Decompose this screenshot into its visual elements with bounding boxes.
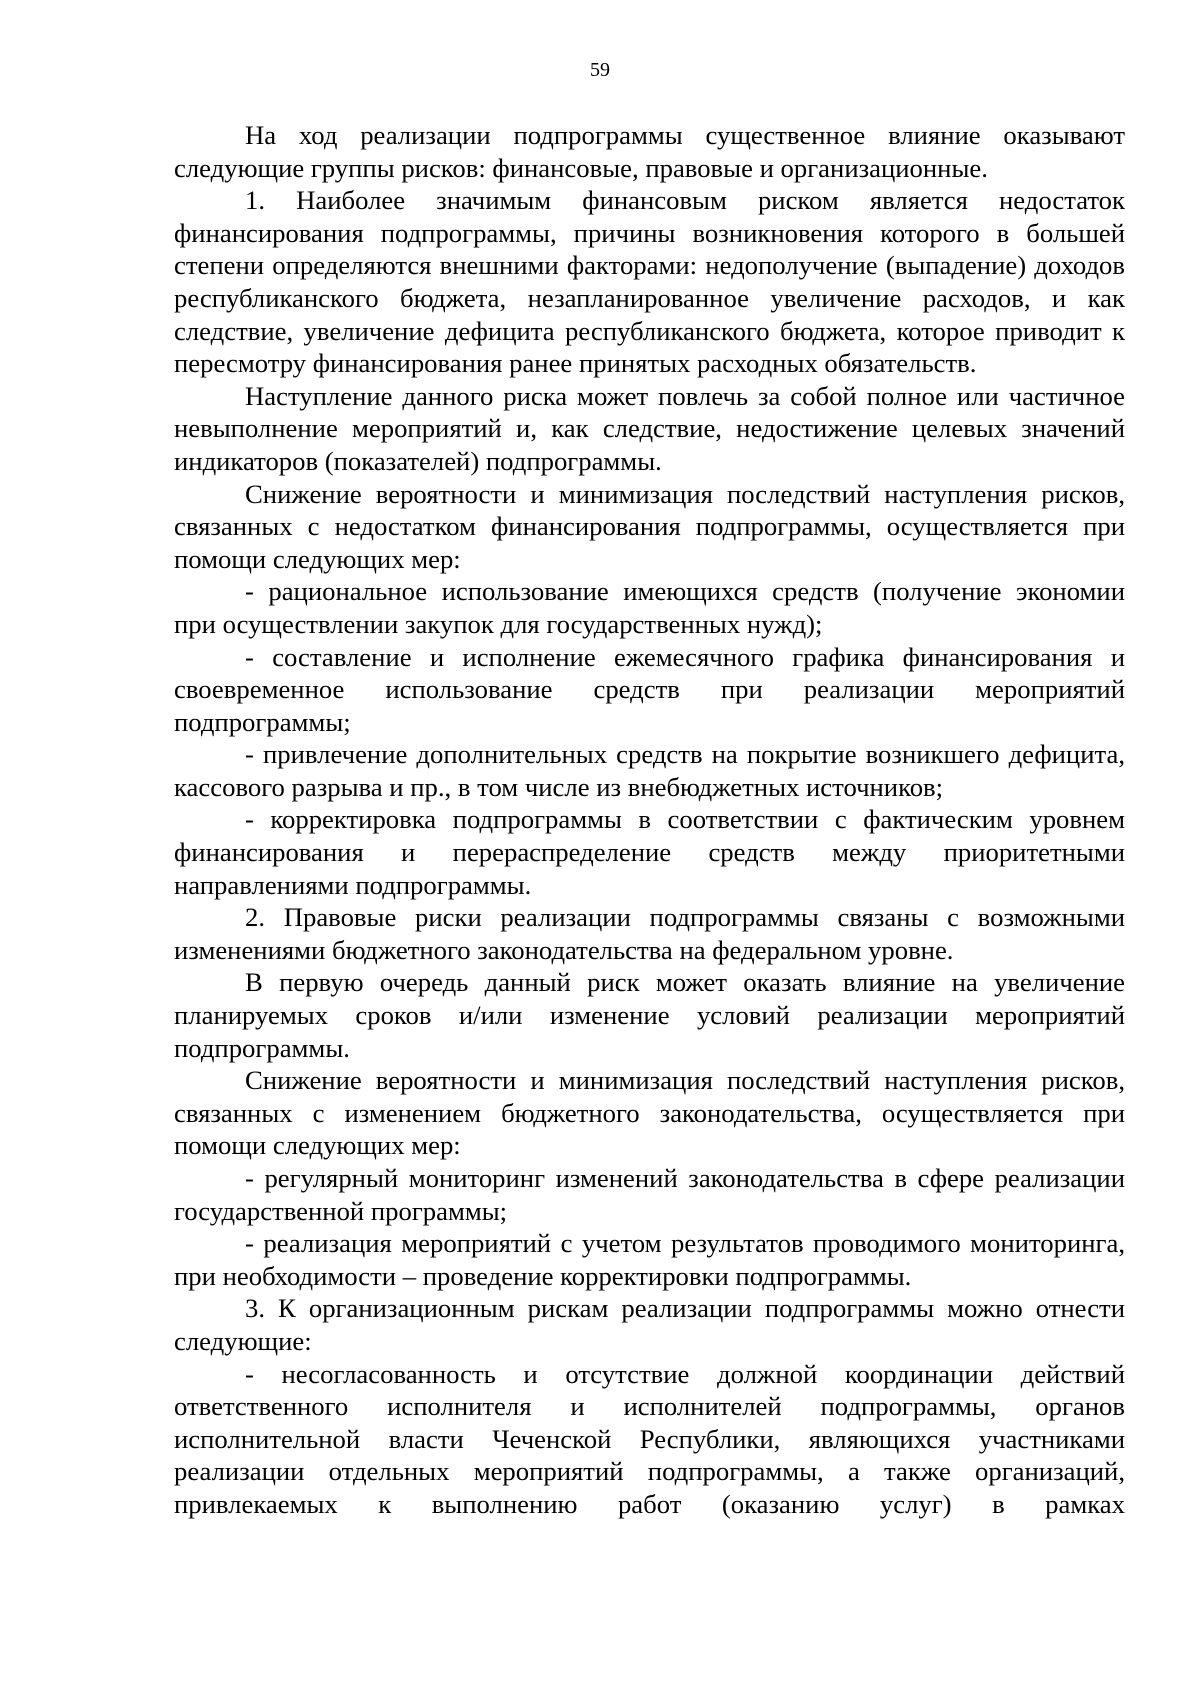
page-number: 59 <box>590 59 610 81</box>
paragraph-legal-risk: 2. Правовые риски реализации подпрограммы связаны с возможными изменениями бюджетного законодательства на федеральном уровне. <box>174 902 1125 965</box>
paragraph-legal-impact: В первую очередь данный риск может оказать влияние на увеличение планируемых сроков и/или изменение условий реализации мероприятий подпрограммы. <box>174 967 1125 1063</box>
paragraph-risk-consequences: Наступление данного риска может повлечь за собой полное или частичное невыполнение мероприятий и, как следствие, недостижение целевых значений индикаторов (показателей) подпрограммы. <box>174 380 1125 476</box>
paragraph-financial-risk: 1. Наиболее значимым финансовым риском является недостаток финансирования подпрограммы, причины возникновения которого в большей степени определяются внешними факторами: недополучение (выпадение) доходов республиканского бюджета, незапланированное увеличение расходов, и как следствие, увеличение дефицита республиканского бюджета, которое приводит к пересмотру финансирования ранее принятых расходных обязательств. <box>174 185 1125 379</box>
document-body <box>174 119 1125 1521</box>
paragraph-financial-mitigation: Снижение вероятности и минимизация последствий наступления рисков, связанных с недостатком финансирования подпрограммы, осуществляется при помощи следующих мер: <box>174 478 1125 574</box>
list-item-adjustment: - корректировка подпрограммы в соответствии с фактическим уровнем финансирования и перераспределение средств между приоритетными направлениями подпрограммы. <box>174 804 1125 900</box>
list-item-additional-funds: - привлечение дополнительных средств на покрытие возникшего дефицита, кассового разрыва и пр., в том числе из внебюджетных источников; <box>174 739 1125 802</box>
list-item-implementation: - реализация мероприятий с учетом результатов проводимого мониторинга, при необходимости – проведение корректировки подпрограммы. <box>174 1228 1125 1291</box>
list-item-monthly-schedule: - составление и исполнение ежемесячного графика финансирования и своевременное использование средств при реализации мероприятий подпрограммы; <box>174 641 1125 737</box>
list-item-coordination: - несогласованность и отсутствие должной координации действий ответственного исполнителя и исполнителей подпрограммы, органов исполнительной власти Чеченской Республики, являющихся участниками реализации отдельных мероприятий подпрограммы, а также организаций, привлекаемых к выполнению работ (оказанию услуг) в рамках <box>174 1358 1125 1519</box>
list-item-monitoring: - регулярный мониторинг изменений законодательства в сфере реализации государственной программы; <box>174 1163 1125 1226</box>
paragraph-organizational-risk: 3. К организационным рискам реализации подпрограммы можно отнести следующие: <box>174 1293 1125 1356</box>
list-item-rational-use: - рациональное использование имеющихся средств (получение экономии при осуществлении закупок для государственных нужд); <box>174 576 1125 639</box>
paragraph-intro: На ход реализации подпрограммы существенное влияние оказывают следующие группы рисков: финансовые, правовые и организационные. <box>174 120 1125 183</box>
paragraph-legal-mitigation: Снижение вероятности и минимизация последствий наступления рисков, связанных с изменением бюджетного законодательства, осуществляется при помощи следующих мер: <box>174 1065 1125 1161</box>
